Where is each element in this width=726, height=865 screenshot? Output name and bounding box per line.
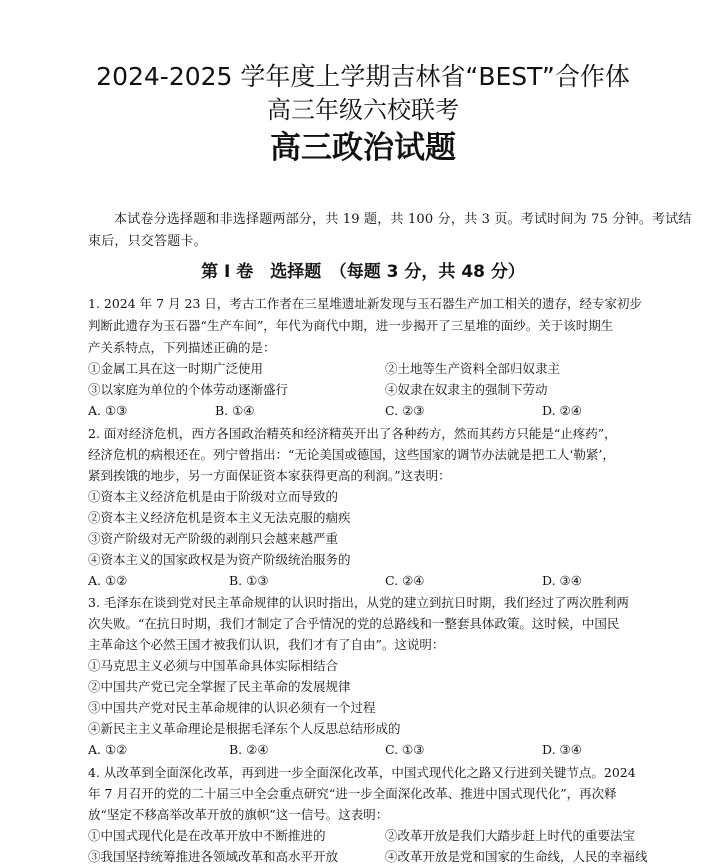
question-1-choice-d: D. ②④ [542,403,582,418]
exam-title-line2: 高三年级六校联考 [267,96,459,124]
question-3-option-1: ①马克思主义必须与中国革命具体实际相结合 [88,658,339,673]
question-4-stem-line2: 年 7 月召开的党的二十届三中全会重点研究“进一步全面深化改革、推进中国式现代化”，再次释 [88,786,617,801]
exam-title-line1: 2024-2025 学年度上学期吉林省“BEST”合作体 [96,62,630,91]
question-3-stem-line1: 3. 毛泽东在谈到党对民主革命规律的认识时指出，从党的建立到抗日时期，我们经过了两次胜利两 [88,595,629,610]
question-4-option-1: ①中国式现代化是在改革开放中不断推进的 [88,828,326,843]
question-2-choice-a: A. ①② [88,573,128,588]
question-2-stem-line3: 紧到挨饿的地步，另一方面保证资本家获得更高的利润。”这表明： [88,468,451,483]
question-1-option-2: ②土地等生产资料全部归奴隶主 [385,361,561,376]
question-1-option-1: ①金属工具在这一时期广泛使用 [88,361,264,376]
question-1-stem-line2: 判断此遗存为玉石器“生产车间”，年代为商代中期，进一步揭开了三星堆的面纱。关于该时期生 [88,318,614,333]
question-4-stem-line3: 放“坚定不移高举改革开放的旗帜”这一信号。这表明： [88,807,389,822]
question-4-option-4: ④改革开放是党和国家的生命线，人民的幸福线 [385,849,648,864]
question-1-stem-line1: 1. 2024 年 7 月 23 日，考古工作者在三星堆遗址新发现与玉石器生产加工相关的遗存，经专家初步 [88,296,642,311]
question-4-option-3: ③我国坚持统筹推进各领域改革和高水平开放 [88,849,339,864]
question-2-choice-b: B. ①③ [229,573,269,588]
question-1-option-4: ④奴隶在奴隶主的强制下劳动 [385,382,548,397]
question-1-stem-line3: 产关系特点，下列描述正确的是： [88,340,276,355]
question-2-option-1: ①资本主义经济危机是由于阶级对立而导致的 [88,489,339,504]
question-2-choice-c: C. ②④ [385,573,425,588]
question-2-choice-d: D. ③④ [542,573,582,588]
question-3-choice-a: A. ①② [88,742,128,757]
question-2-stem-line1: 2. 面对经济危机，西方各国政治精英和经济精英开出了各种药方，然而其药方只能是“止疼药”， [88,426,617,441]
question-3-option-4: ④新民主主义革命理论是根据毛泽东个人反思总结形成的 [88,721,401,736]
question-1-choice-a: A. ①③ [88,403,128,418]
question-2-option-2: ②资本主义经济危机是资本主义无法克服的痼疾 [88,510,351,525]
question-1-option-3: ③以家庭为单位的个体劳动逐渐盛行 [88,382,289,397]
question-4-stem-line1: 4. 从改革到全面深化改革，再到进一步全面深化改革，中国式现代化之路又行进到关键节点。2024 [88,765,636,780]
exam-subject-title: 高三政治试题 [270,130,456,166]
question-3-choice-d: D. ③④ [542,742,582,757]
question-2-stem-line2: 经济危机的病根还在。列宁曾指出：“无论美国或德国，这些国家的调节办法就是把工人‘勒紧’， [88,447,615,462]
section-heading: 第 I 卷 选择题 （每题 3 分，共 48 分） [201,262,525,282]
question-1-choice-c: C. ②③ [385,403,425,418]
question-2-option-3: ③资产阶级对无产阶级的剥削只会越来越严重 [88,531,339,546]
question-3-choice-b: B. ②④ [229,742,269,757]
question-2-option-4: ④资本主义的国家政权是为资产阶级统治服务的 [88,552,351,567]
question-1-choice-b: B. ①④ [215,403,255,418]
question-3-stem-line3: 主革命这个必然王国才被我们认识，我们才有了自由”。这说明： [88,637,445,652]
question-4-option-2: ②改革开放是我们大踏步赶上时代的重要法宝 [385,828,636,843]
question-3-option-2: ②中国共产党已完全掌握了民主革命的发展规律 [88,679,351,694]
question-3-stem-line2: 次失败。“在抗日时期，我们才制定了合乎情况的党的总路线和一整套具体政策。这时候，中国民 [88,616,620,631]
exam-instructions: 本试卷分选择题和非选择题两部分，共 19 题，共 100 分，共 3 页。考试时间为 75 分钟。考试结束后，只交答题卡。 [88,212,692,249]
question-3-choice-c: C. ①③ [385,742,425,757]
question-3-option-3: ③中国共产党对民主革命规律的认识必须有一个过程 [88,700,376,715]
